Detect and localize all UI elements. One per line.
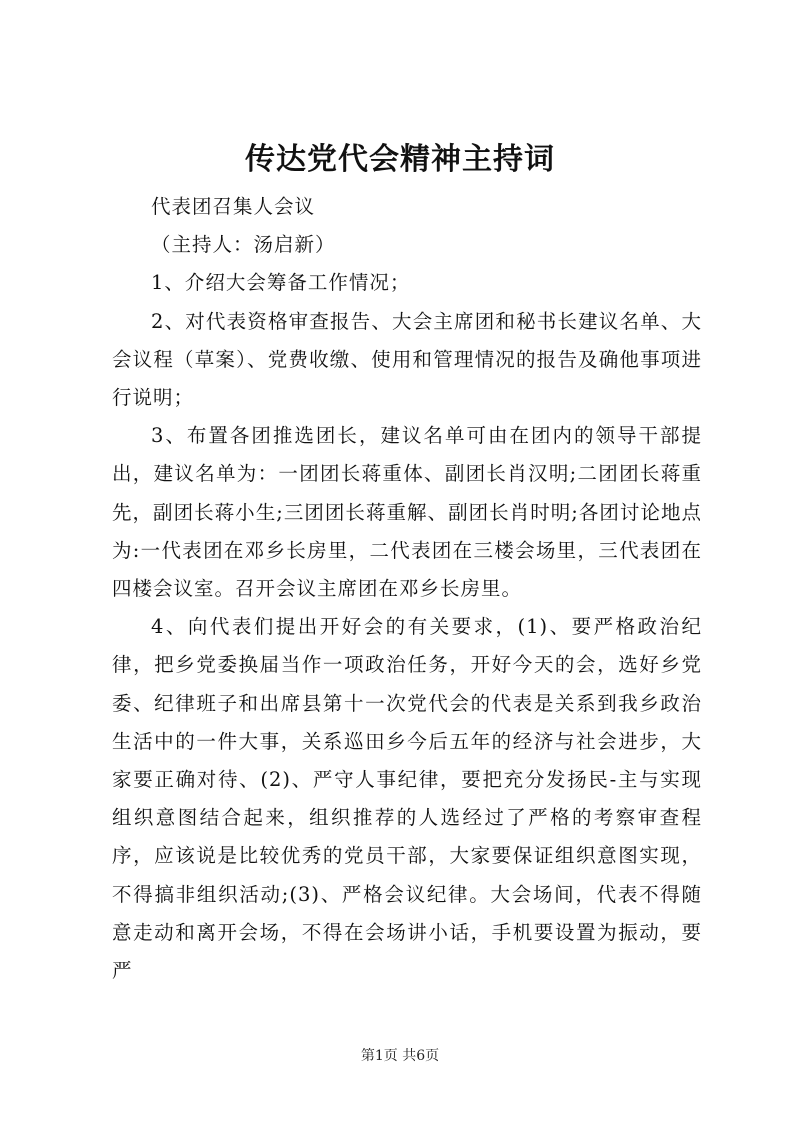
- paragraph-item-3: 3、布置各团推选团长，建议名单可由在团内的领导干部提出，建议名单为：一团团长蒋重体、副团长肖汉明;二团团长蒋重先，副团长蒋小生;三团团长蒋重解、副团长肖时明;各团讨论地点为:一代表团在邓乡长房里，二代表团在三楼会场里，三代表团在四楼会议室。召开会议主席团在邓乡长房里。: [112, 424, 702, 601]
- paragraph-item-4: 4、向代表们提出开好会的有关要求，(1)、要严格政治纪律，把乡党委换届当作一项政治任务，开好今天的会，选好乡党委、纪律班子和出席县第十一次党代会的代表是关系到我乡政治生活中的一件大事，关系巡田乡今后五年的经济与社会进步，大家要正确对待、(2)、严守人事纪律，要把充分发扬民-主与实现组织意图结合起来，组织推荐的人选经过了严格的考察审查程序，应该说是比较优秀的党员干部，大家要保证组织意图实现，不得搞非组织活动;(3)、严格会议纪律。大会场间，代表不得随意走动和离开会场，不得在会场讲小话，手机要设置为振动，要严: [112, 615, 702, 983]
- paragraph-item-1: 1、介绍大会筹备工作情况；: [151, 271, 411, 295]
- document-title: 传达党代会精神主持词: [245, 142, 555, 177]
- document-body: [112, 188, 702, 990]
- paragraph-meeting-name: 代表团召集人会议: [151, 195, 316, 218]
- page-number-footer: 第1页 共6页: [360, 1048, 440, 1064]
- paragraph-item-2: 2、对代表资格审查报告、大会主席团和秘书长建议名单、大会议程（草案）、党费收缴、使用和管理情况的报告及确他事项进行说明；: [112, 309, 702, 410]
- paragraph-host: （主持人：汤启新）: [151, 233, 336, 257]
